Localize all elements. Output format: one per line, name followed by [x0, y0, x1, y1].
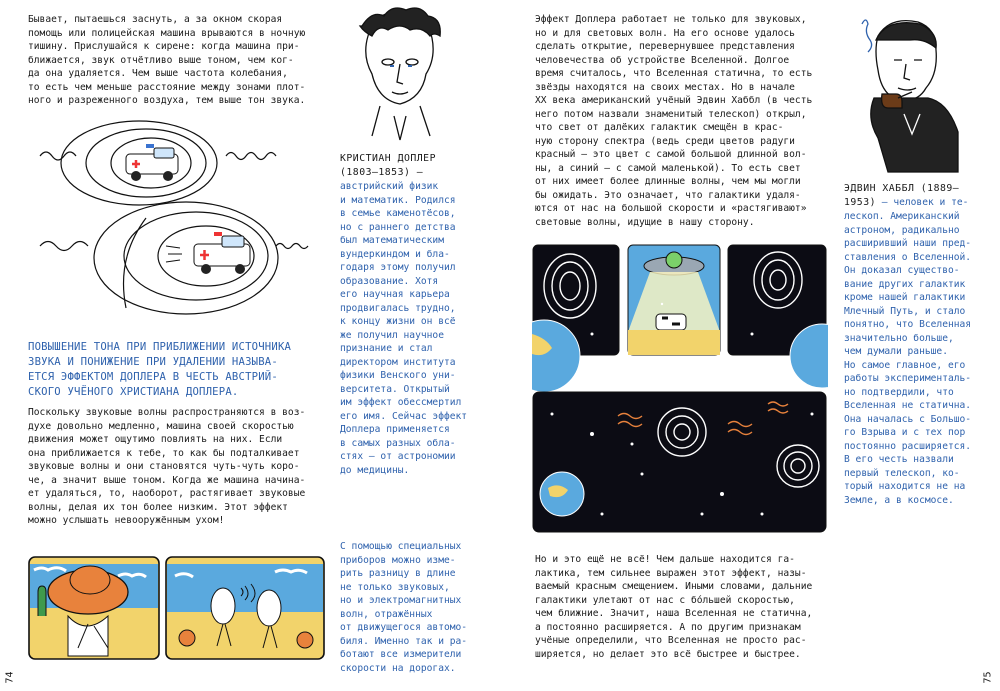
doppler-bio: австрийский физик и математик. Родился в семье каменотёсов, но с раннего детства был математическим вундеркиндом и бла- годаря этому получил образование. Хотя его научная карьера продвигалась трудно, к концу жизни он всё же получил научное признание и стал директором института физики Венского уни- верситета. Открытый им эффект обессмертил его имя. Сейчас эффект Доплера применяется в самых разных обла- стях — от астрономии до медицины. — [340, 181, 468, 476]
left-side-note: С помощью специальных приборов можно изме- рить разницу в длине не только звуковых, но и электромагнитных волн, отражённых от движущегося автомо- биля. Именно так и ра- ботают все измерители скорости на дорогах. — [340, 541, 468, 674]
left-paragraph: Поскольку звуковые волны распространяются в воз- духе довольно медленно, машина своей скоростью движения может ощутимо повлиять на них. Если она приближается к тебе, то как бы подталкивает звуковые волны и они становятся чуть-чуть коро- че, а значит выше тоном. Когда же машина начина- ет удаляться, то, наоборот, растягивает звуковые волны, делая их тон более низким. Этот эффект можно услышать невооружённым ухом! — [28, 407, 306, 526]
right-intro-paragraph: Эффект Доплера работает не только для звуковых, но и для световых волн. На его основе удалось сделать открытие, перевернувшее представления человечества об устройстве Вселенной. Долгое время считалось, что Вселенная статична, то есть звёзды находятся на своих местах. Но в начале XX века американский учёный Эдвин Хаббл (в честь него потом назвали знаменитый телескоп) открыл, что свет от далёких галактик смещён в крас- ную сторону спектра (ведь среди цветов радуги красный — это цвет с самой большой длинной вол- ны, а синий — с самой маленькой). То есть свет от них имеет более длинные волны, чем мы могли бы ожидать. Это означает, что галактики удаля- ются от нас на большой скорости и «растягивают» световые волны, идущие в нашу сторону. — [535, 14, 813, 228]
page-number-left: 74 — [4, 671, 16, 684]
comic-panel-sound-characters — [165, 556, 325, 662]
comic-panel-hat-listener — [28, 556, 160, 660]
hubble-bio: лескоп. Американский астроном, радикально расширивший наши пред- ставления о Вселенной. Он доказал существо- вание других галактик кроме нашей галактики Млечный Путь, и стало понятно, что Вселенная значительно больше, чем думали раньше. Но самое главное, его работы эксперименталь- но подтвердили, что Вселенная не статична. Она началась с Большо- го Взрыва и с тех пор постоянно расширяется. В его честь назвали первый телескоп, ко- торый находится не на Земле, а в космосе. — [844, 211, 972, 506]
hubble-portrait — [848, 14, 960, 174]
doppler-effect-headline: ПОВЫШЕНИЕ ТОНА ПРИ ПРИБЛИЖЕНИИ ИСТОЧНИКА ЗВУКА И ПОНИЖЕНИЕ ПРИ УДАЛЕНИИ НАЗЫВА- ЕТСЯ ЭФФЕКТОМ ДОПЛЕРА В ЧЕСТЬ АВСТРИЙ- СКОГО УЧЁНОГО ХРИСТИАНА ДОПЛЕРА. — [28, 341, 292, 398]
hubble-name: ЭДВИН ХАББЛ (1889– — [844, 183, 960, 194]
hubble-years-text: 1953) — [844, 197, 876, 208]
hubble-years — [844, 196, 994, 210]
ambulance-icon — [126, 144, 178, 181]
doppler-waves-illustration — [26, 118, 316, 328]
ambulance-icon — [166, 232, 250, 274]
doppler-years: (1803–1853) — — [340, 167, 424, 178]
doppler-name: КРИСТИАН ДОПЛЕР — [340, 153, 436, 164]
page-number-right: 75 — [982, 671, 994, 684]
doppler-portrait — [350, 6, 450, 146]
hubble-bio-lead: — человек и те- — [876, 197, 969, 208]
expanding-universe-illustration — [532, 244, 828, 534]
right-conclusion-paragraph: Но и это ещё не всё! Чем дальше находится га- лактика, тем сильнее выражен этот эффект, назы- ваемый красным смещением. Иными словами, дальние галактики улетают от нас с бо́льшей скоростью, чем ближние. Значит, наша Вселенная не статична, а постоянно расширяется. А по другим признакам учёные определили, что Вселенная не просто рас- ширяется, но делает это всё быстрее и быстрее. — [535, 554, 813, 660]
left-intro-paragraph: Бывает, пытаешься заснуть, а за окном скорая помощь или полицейская машина врываются в ночную тишину. Прислушайся к сирене: когда машина при- ближается, звук отчётливо выше тоном, чем ког- да она удаляется. Чем выше частота колебания, то есть чем меньше расстояние между зонами плот- ного и разреженного воздуха, тем выше тон звука. — [28, 14, 306, 106]
